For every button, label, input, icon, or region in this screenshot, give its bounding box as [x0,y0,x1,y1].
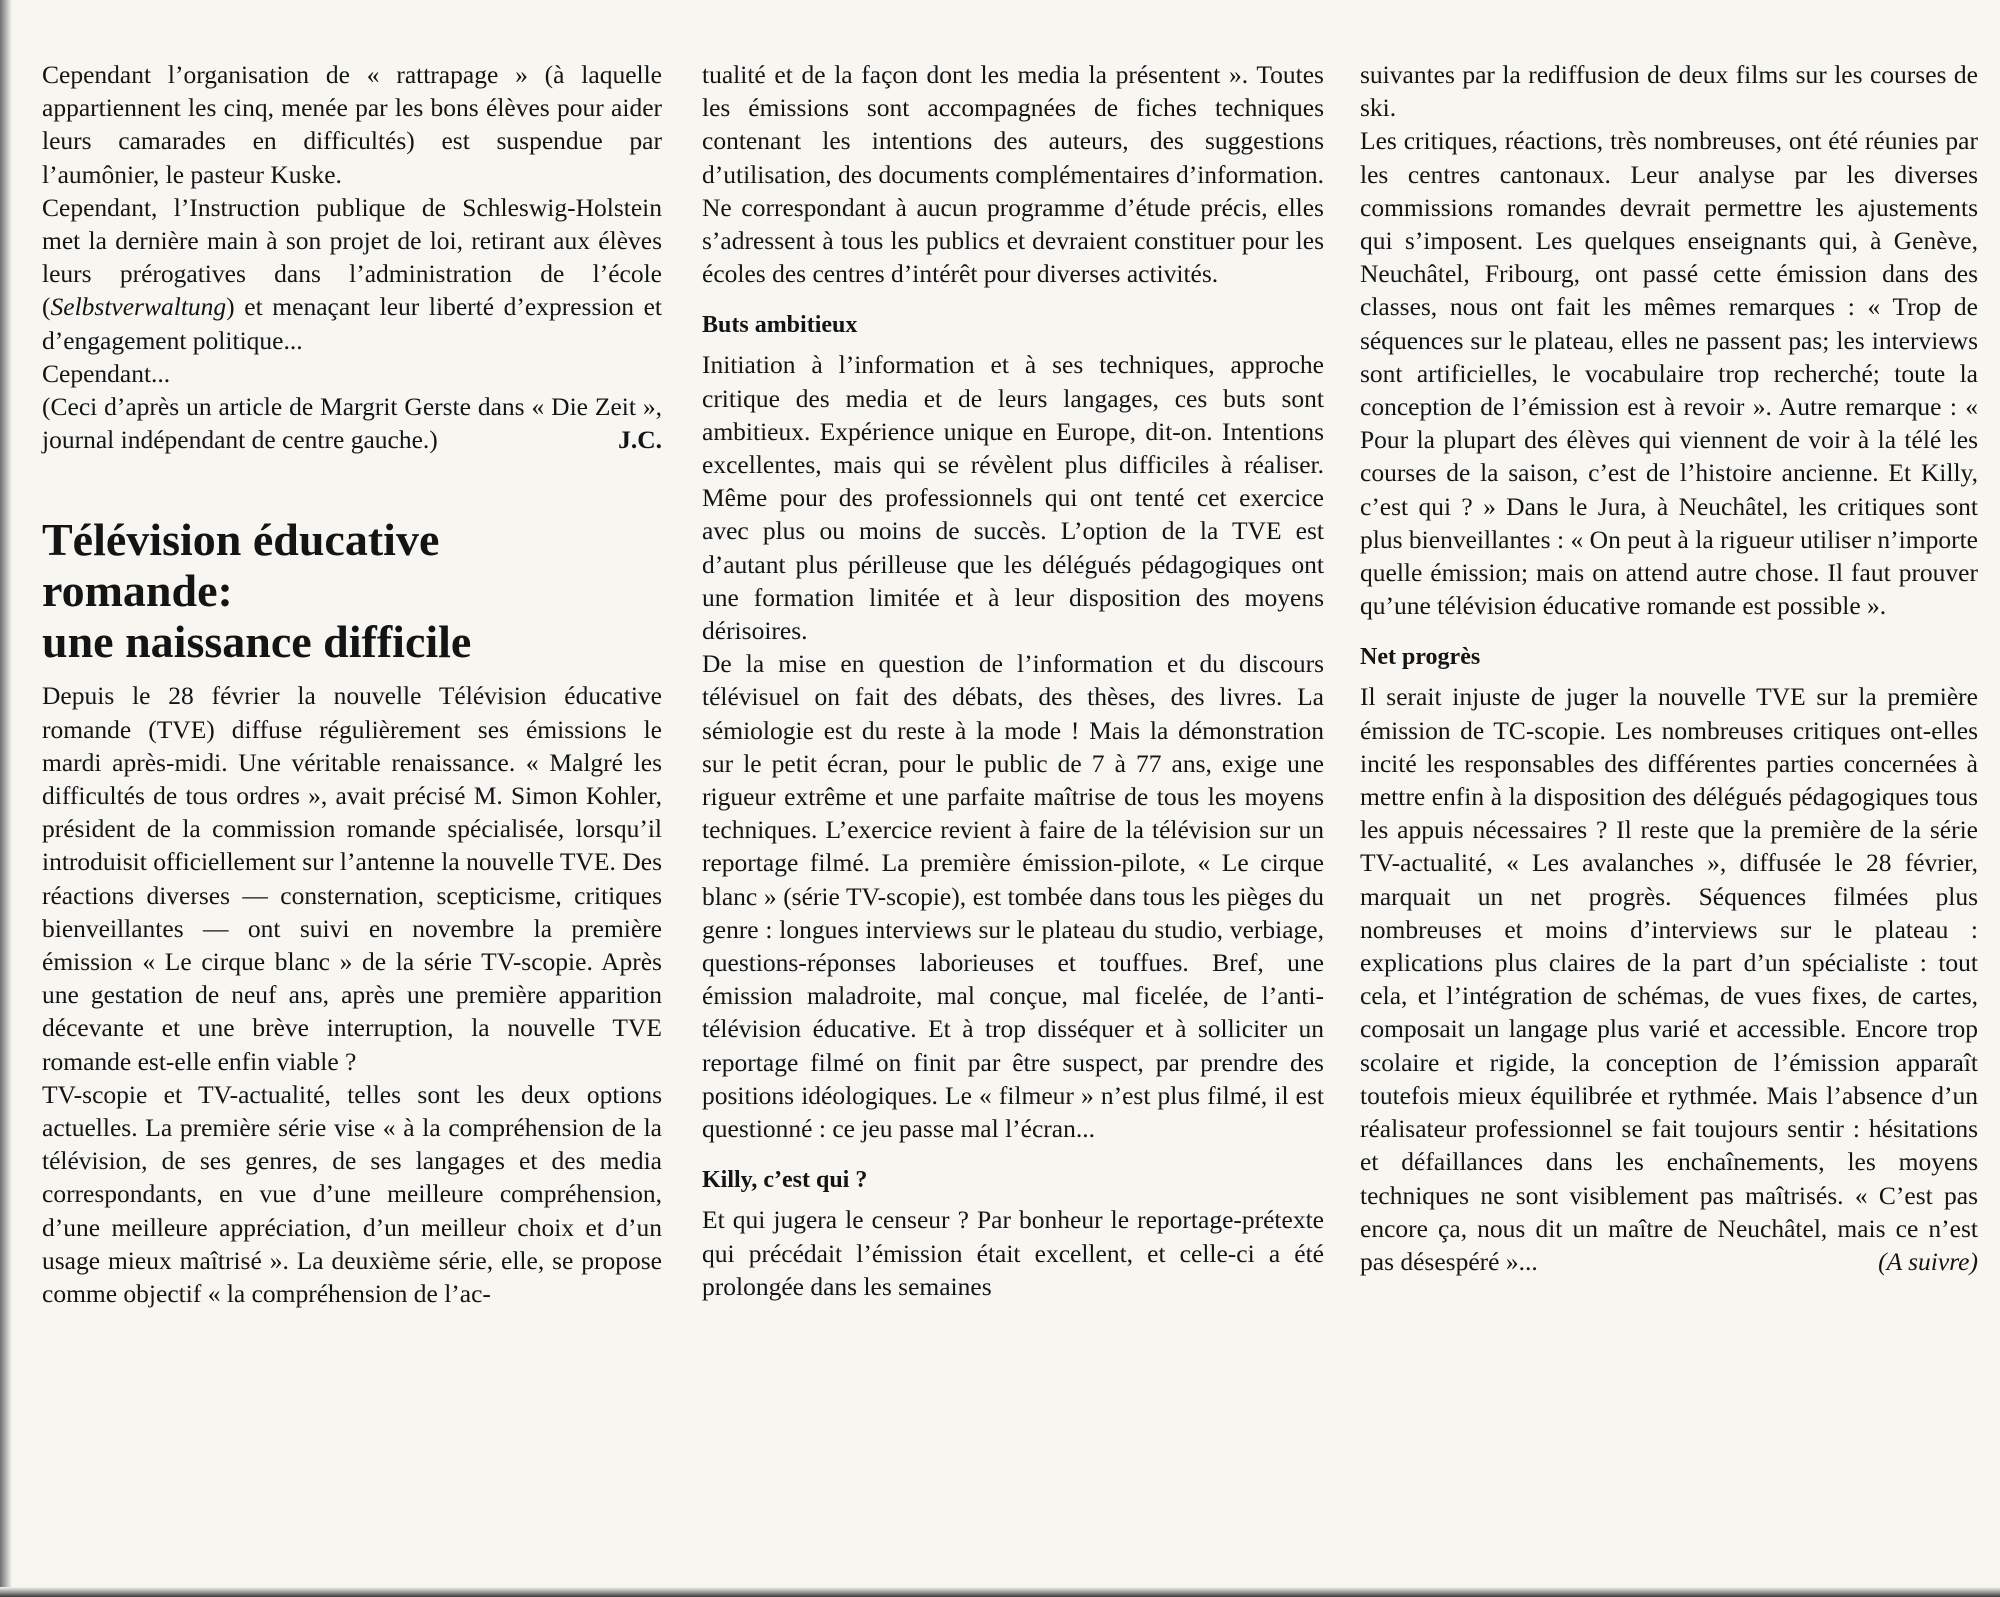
headline-line: une naissance difficile [42,616,472,668]
paragraph: Cependant... [42,358,171,388]
italic-term: Selbstverwaltung [50,292,227,322]
section-heading: Killy, c’est qui ? [702,1167,868,1194]
paragraph: Depuis le 28 février la nouvelle Télévision éducative romande (TVE) diffuse régulièrement ses émissions le mardi après-midi. Une véritable renaissance. « Malgré les difficultés de tous ordres », avait précisé M. Simon Kohler, président de la commission romande spécialisée, lorsqu’il introduisit officiellement sur l’antenne la nouvelle TVE. Des réactions diverses — consternation, scepticisme, critiques bienveillantes — ont suivi en novembre la première émission « Le cirque blanc » de la série TV-scopie. Après une gestation de neuf ans, après une première apparition décevante et une brève interruption, la nouvelle TVE romande est-elle enfin viable ? [42,681,662,1076]
text-run: (Ceci d’après un article de Margrit Gerste dans « Die Zeit », journal indépendant de centre gauche.) [42,392,662,455]
article-headline [42,514,662,667]
scan-left-edge [0,0,12,1597]
section-heading: Net progrès [1360,644,1481,671]
paragraph: TV-scopie et TV-actualité, telles sont les deux options actuelles. La première série vise « à la compréhension de la télévision, de ses genres, de ses langages et des media correspondants, en vue d’une meilleure compréhension, d’une meilleure appréciation, d’un meilleur choix et d’un usage mieux maîtrisé ». La deuxième série, elle, se propose comme objectif « la compréhension de l’ac- [42,1079,662,1309]
paragraph [1360,680,1978,1278]
text-run: Il serait injuste de juger la nouvelle TVE sur la première émission de TC-scopie. Les nombreuses critiques ont-elles incité les responsables des différentes parties concernées à mettre enfin à la disposition des délégués pédagogiques tous les appuis nécessaires ? Il reste que la première de la série TV-actualité, « Les avalanches », diffusée le 28 février, marquait un net progrès. Séquences filmées plus nombreuses et moins d’interviews sur le plateau : explications plus claires de la part d’un spécialiste : tout cela, et l’intégration de schémas, de vues fixes, de cartes, composait un langage plus varié et accessible. Encore trop scolaire et rigide, la conception de l’émission apparaît toutefois mieux équilibrée et rythmée. Mais l’absence d’un réalisateur professionnel se fait toujours sentir : hésitations et défaillances dans les enchaînements, les moyens techniques ne sont visiblement pas maîtrisés. « C’est pas encore ça, nous dit un maître de Neuchâtel, mais ce n’est pas désespéré »... [1360,682,1978,1276]
column-1 [42,58,662,1310]
paragraph: Cependant l’organisation de « rattrapage » (à laquelle appartiennent les cinq, menée par les bons élèves pour aider leurs camarades en difficultés) est suspendue par l’aumônier, le pasteur Kuske. [42,60,662,189]
text-run: ) et menaçant leur liberté d’expression et d’engagement politique... [42,292,662,355]
headline-line: romande: [42,565,233,617]
paragraph: Initiation à l’information et à ses techniques, approche critique des media et de leurs langages, ces buts sont ambitieux. Expérience unique en Europe, dit-on. Intentions excellentes, mais qui se révèlent plus difficiles à réaliser. Même pour des professionnels qui ont tenté cet exercice avec plus ou moins de succès. L’option de la TVE est d’autant plus périlleuse que les délégués pédagogiques ont une formation limitée et à leur disposition des moyens dérisoires. [702,350,1324,646]
paragraph: suivantes par la rediffusion de deux films sur les courses de ski. [1360,60,1978,123]
scan-bottom-edge [0,1587,2000,1597]
to-be-continued: (A suivre) [1878,1246,1978,1276]
paragraph: Les critiques, réactions, très nombreuses, ont été réunies par les centres cantonaux. Leur analyse par les diverses commissions romandes devrait permettre les ajustements qui s’imposent. Les quelques enseignants qui, à Genève, Neuchâtel, Fribourg, ont passé cette émission dans des classes, nous ont fait les mêmes remarques : « Trop de séquences sur le plateau, elles ne passent pas; les interviews sont artificielles, le vocabulaire trop recherché; toute la conception de l’émission est à revoir ». Autre remarque : « Pour la plupart des élèves qui viennent de voir à la télé les courses de la saison, c’est de l’histoire ancienne. Et Killy, c’est qui ? » Dans le Jura, à Neuchâtel, les critiques sont plus bienveillantes : « On peut à la rigueur utiliser n’importe quelle émission; mais on attend autre chose. Il faut prouver qu’une télévision éducative romande est possible ». [1360,126,1978,621]
column-2 [702,58,1324,1303]
paragraph: Et qui jugera le censeur ? Par bonheur le reportage-prétexte qui précédait l’émission était excellent, et celle-ci a été prolongée dans les semaines [702,1205,1324,1301]
paragraph [42,390,662,456]
author-signature: J.C. [618,425,662,455]
text-run: Cependant, l’Instruction publique de Schleswig-Holstein met la dernière main à son projet de loi, retirant aux élèves leurs prérogatives dans l’administration de l’école ( [42,192,662,322]
paragraph [42,191,662,357]
paragraph: De la mise en question de l’information et du discours télévisuel on fait des débats, des thèses, des livres. La sémiologie est du reste à la mode ! Mais la démonstration sur le petit écran, pour le public de 7 à 77 ans, exige une rigueur extrême et une parfaite maîtrise de tous les moyens techniques. L’exercice revient à faire de la télévision sur un reportage filmé. La première émission-pilote, « Le cirque blanc » (série TV-scopie), est tombée dans tous les pièges du genre : longues interviews sur le plateau du studio, verbiage, questions-réponses laborieuses et touffues. Bref, une émission maladroite, mal conçue, mal ficelée, de l’anti-télévision éducative. Et à trop disséquer et à solliciter un reportage filmé on finit par être suspect, par prendre des positions idéologiques. Le « filmeur » n’est plus filmé, il est questionné : ce jeu passe mal l’écran... [702,649,1324,1144]
section-heading: Buts ambitieux [702,312,858,339]
headline-line: Télévision éducative [42,514,440,566]
column-3 [1360,58,1978,1278]
paragraph: tualité et de la façon dont les media la présentent ». Toutes les émissions sont accompagnées de fiches techniques contenant les intentions des auteurs, des suggestions d’utilisation, des documents complémentaires d’information. Ne correspondant à aucun programme d’étude précis, elles s’adressent à tous les publics et devraient constituer pour les écoles des centres d’intérêt pour diverses activités. [702,60,1324,289]
